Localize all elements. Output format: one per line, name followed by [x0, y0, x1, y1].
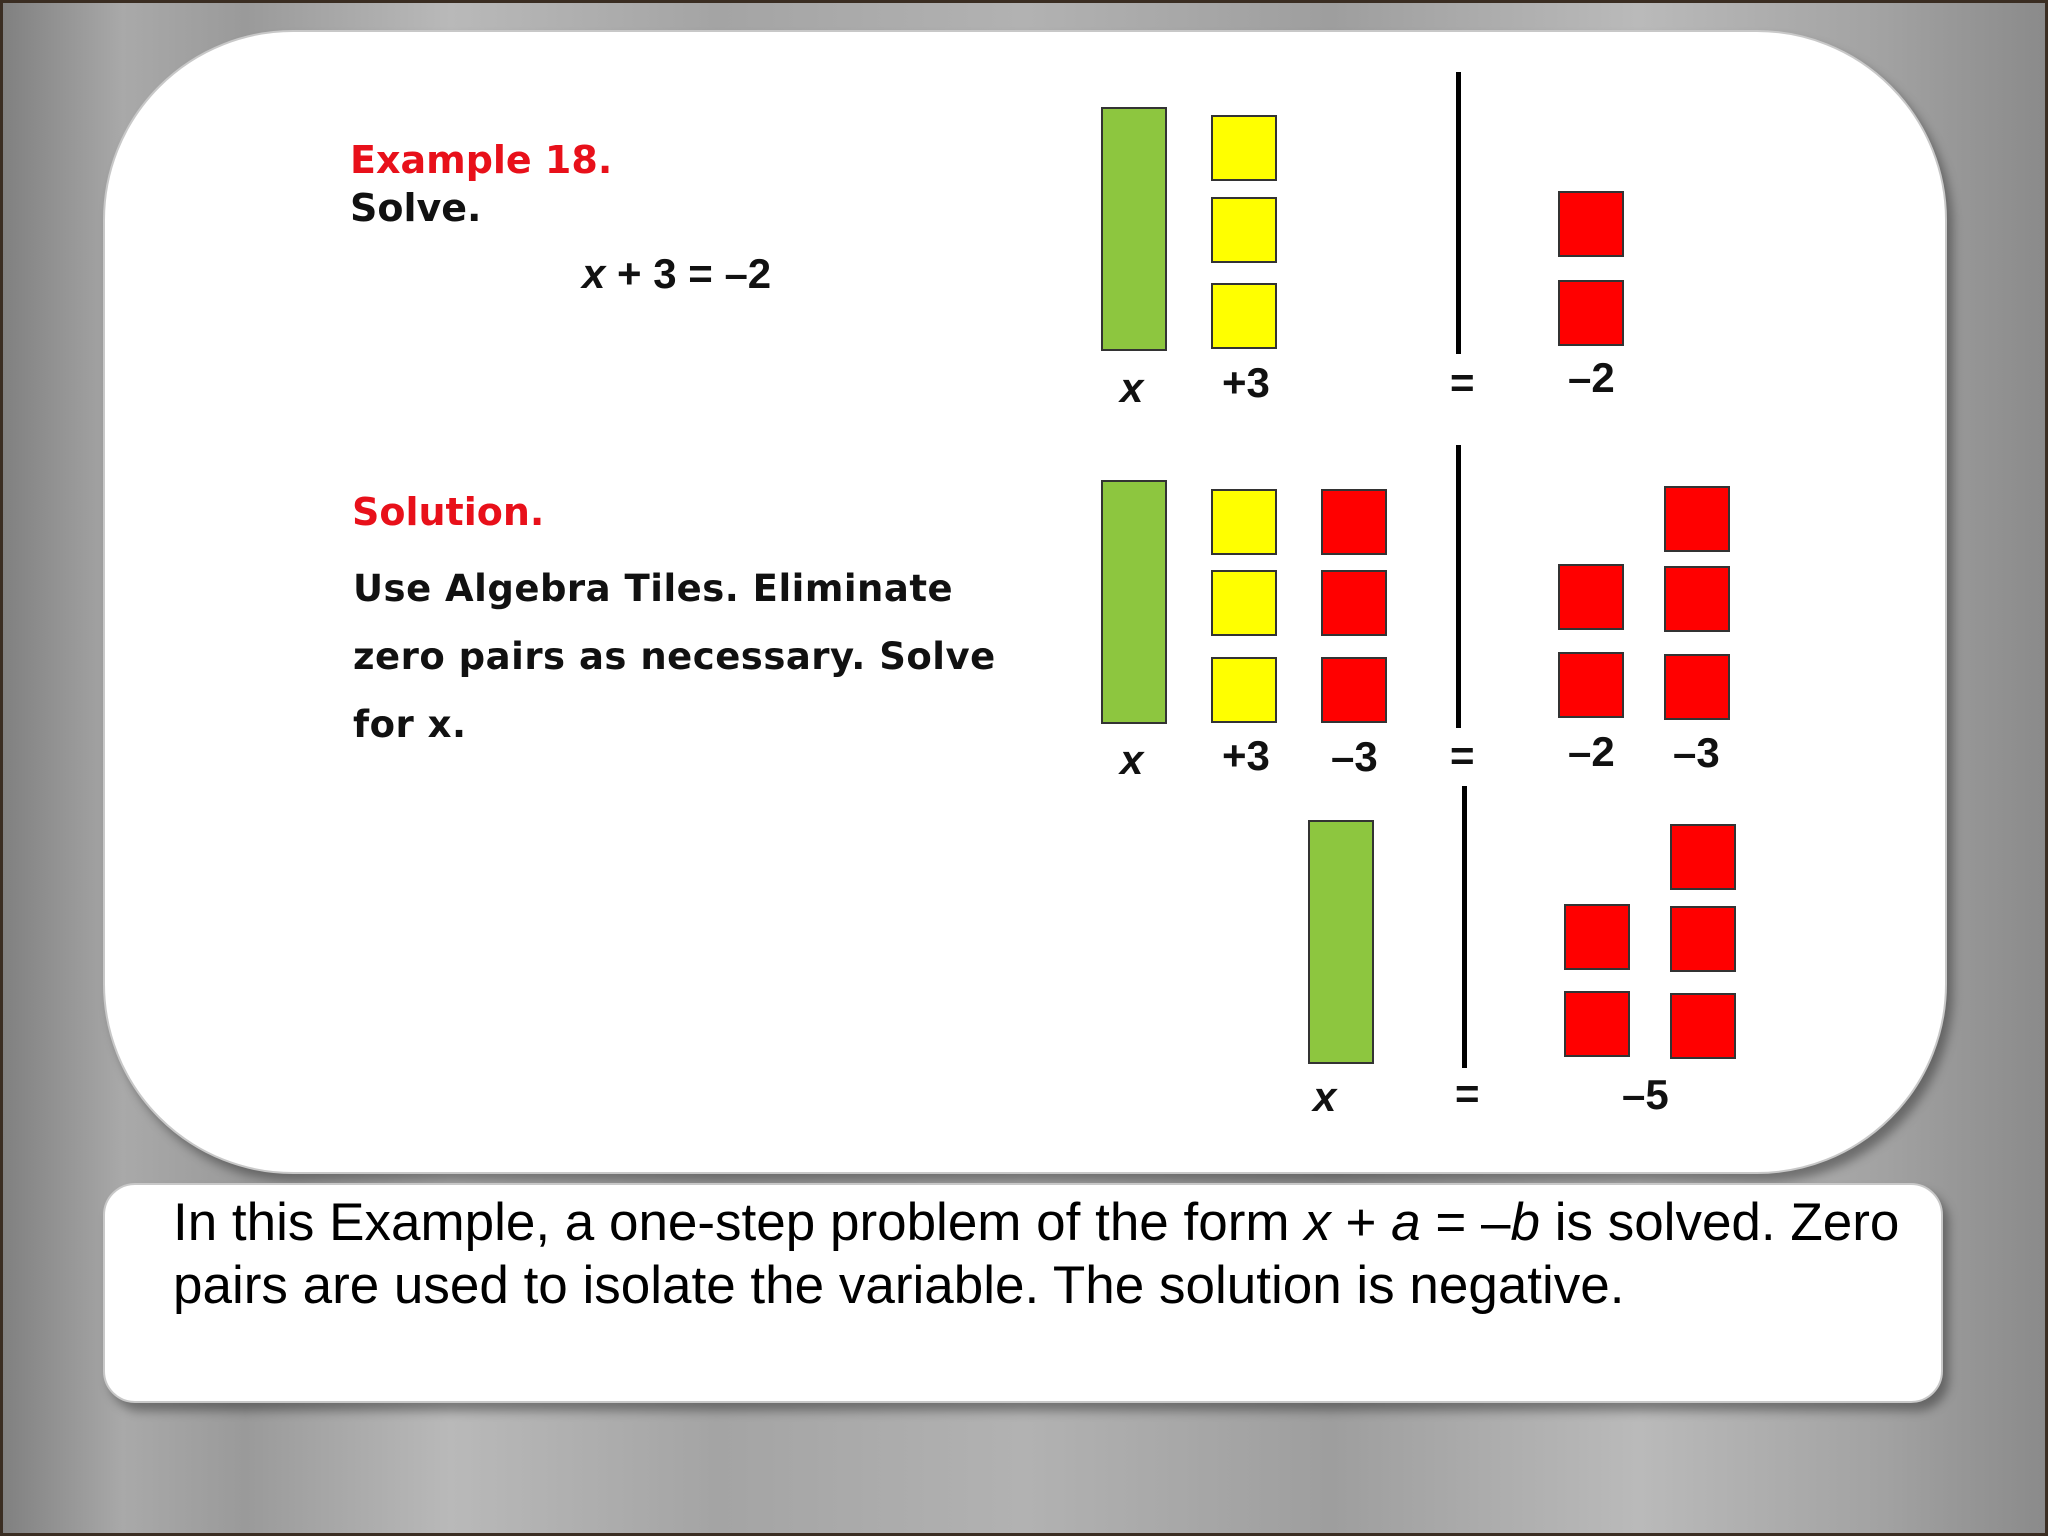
caption-part: In this Example, a one-step problem of the form — [173, 1193, 1305, 1252]
solution-line: for x. — [353, 703, 467, 746]
row2-x-label: x — [1120, 736, 1144, 783]
equals-divider — [1456, 445, 1461, 728]
row2-left-label-b: –3 — [1331, 733, 1378, 780]
negative-unit-tile — [1565, 905, 1629, 969]
equals-divider — [1462, 786, 1467, 1068]
negative-unit-tile — [1559, 192, 1623, 256]
row2-right-label-b: –3 — [1673, 729, 1720, 776]
row3-right-label: –5 — [1622, 1071, 1669, 1118]
instruction-text: Solve. — [350, 186, 482, 230]
negative-unit-tile — [1322, 571, 1386, 635]
negative-unit-tile — [1565, 992, 1629, 1056]
row2-left-label-a: +3 — [1222, 732, 1270, 779]
caption-box — [103, 1183, 1943, 1403]
negative-unit-tile — [1665, 487, 1729, 551]
x-tile — [1102, 481, 1166, 723]
positive-unit-tile — [1212, 490, 1276, 554]
negative-unit-tile — [1322, 490, 1386, 554]
row2-right-label-a: –2 — [1568, 728, 1615, 775]
positive-unit-tile — [1212, 284, 1276, 348]
negative-unit-tile — [1671, 994, 1735, 1058]
equation-rest: + 3 = –2 — [605, 250, 772, 297]
x-tile — [1309, 821, 1373, 1063]
row1-equals: = — [1450, 359, 1475, 406]
row3-x-label: x — [1313, 1073, 1337, 1120]
caption-equals: = – — [1420, 1193, 1511, 1252]
negative-unit-tile — [1665, 655, 1729, 719]
equals-divider — [1456, 72, 1461, 354]
row1-left-label: +3 — [1222, 359, 1270, 406]
row3-equals: = — [1455, 1070, 1480, 1117]
negative-unit-tile — [1322, 658, 1386, 722]
negative-unit-tile — [1559, 565, 1623, 629]
solution-line: Use Algebra Tiles. Eliminate — [353, 567, 954, 610]
solution-title: Solution. — [352, 490, 545, 534]
negative-unit-tile — [1671, 825, 1735, 889]
caption-var-b: b — [1510, 1193, 1540, 1252]
caption-var-x: x — [1304, 1193, 1331, 1252]
positive-unit-tile — [1212, 658, 1276, 722]
caption-var-a: a — [1391, 1193, 1421, 1252]
negative-unit-tile — [1559, 281, 1623, 345]
positive-unit-tile — [1212, 198, 1276, 262]
negative-unit-tile — [1559, 653, 1623, 717]
row2-equals: = — [1450, 732, 1475, 779]
caption-plus: + — [1330, 1193, 1392, 1252]
negative-unit-tile — [1671, 907, 1735, 971]
equation-variable: x — [582, 250, 606, 297]
negative-unit-tile — [1665, 567, 1729, 631]
x-tile — [1102, 108, 1166, 350]
row1-x-label: x — [1120, 364, 1144, 411]
example-title: Example 18. — [350, 138, 613, 182]
solution-line: zero pairs as necessary. Solve — [353, 635, 996, 678]
caption-part: is solved. Zero pairs are used to isolate the variable. The solution is negative. — [173, 1193, 1900, 1315]
caption-text — [173, 1191, 1913, 1317]
positive-unit-tile — [1212, 571, 1276, 635]
positive-unit-tile — [1212, 116, 1276, 180]
row1-right-label: –2 — [1568, 354, 1615, 401]
